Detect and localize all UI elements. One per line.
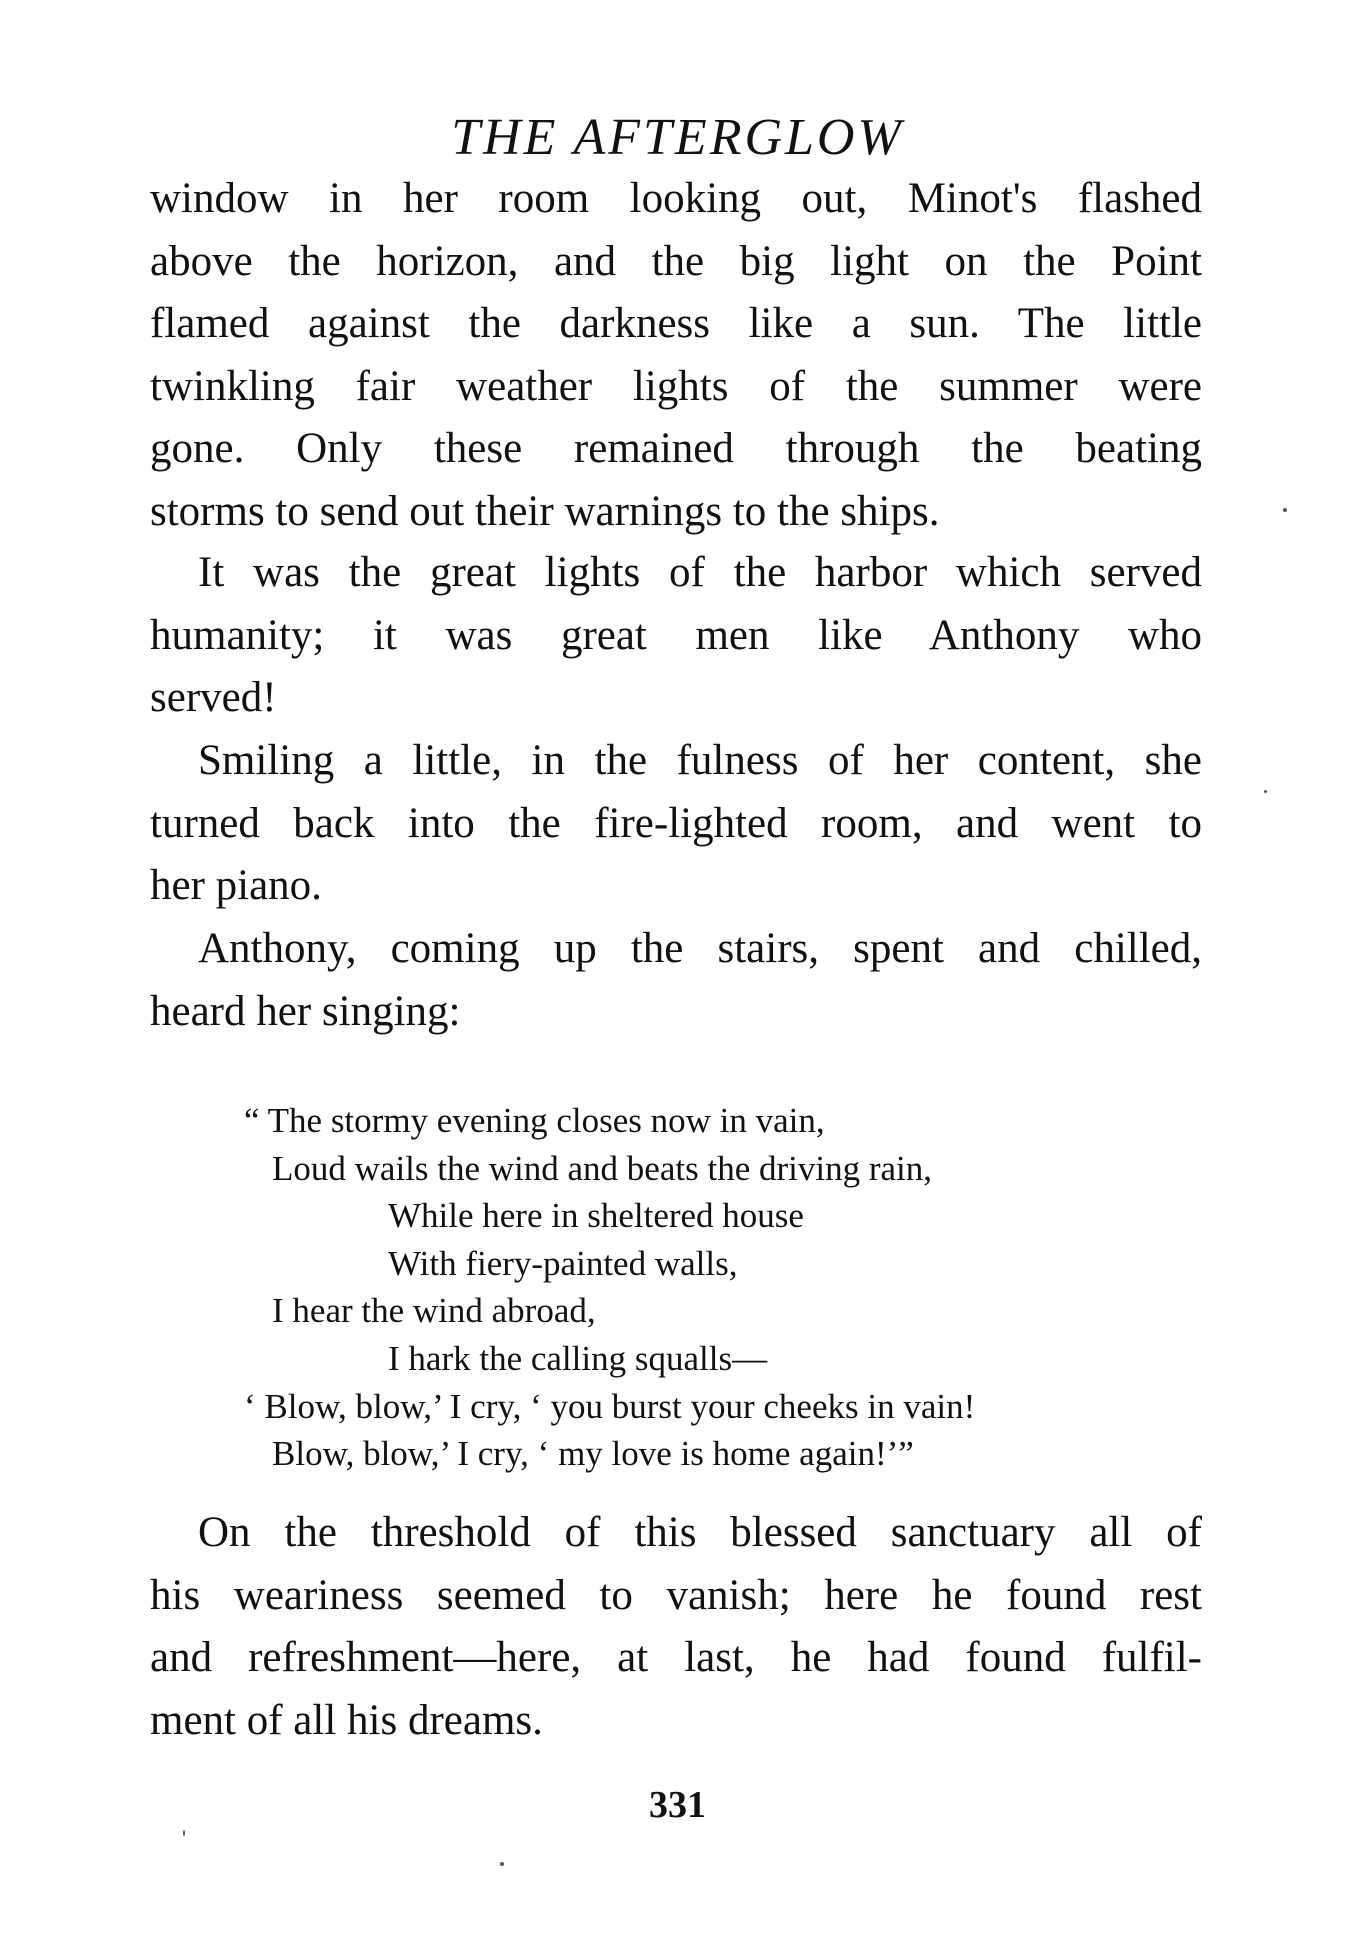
page-number: 331 bbox=[649, 1784, 706, 1826]
verse-line: While here in sheltered house bbox=[388, 1196, 804, 1236]
text-line: window in her room looking out, Minot's flashed bbox=[150, 175, 1202, 222]
scan-speck bbox=[500, 1862, 504, 1866]
text-line: gone. Only these remained through the beating bbox=[150, 425, 1202, 472]
text-line: her piano. bbox=[150, 862, 322, 909]
verse-line: Loud wails the wind and beats the driving rain, bbox=[272, 1148, 932, 1188]
song-verse bbox=[220, 1097, 1160, 1478]
paragraph bbox=[150, 730, 1202, 918]
scan-speck bbox=[183, 1830, 185, 1836]
text-line: served! bbox=[150, 674, 277, 721]
verse-line: “ The stormy evening closes now in vain, bbox=[244, 1101, 825, 1140]
paragraph bbox=[150, 918, 1202, 1043]
verse-line: Blow, blow,’ I cry, ‘ my love is home again!’” bbox=[272, 1434, 914, 1474]
text-line: It was the great lights of the harbor which served bbox=[198, 549, 1202, 596]
verse-line: With fiery-painted walls, bbox=[388, 1243, 738, 1283]
text-line: Anthony, coming up the stairs, spent and chilled, bbox=[198, 925, 1202, 972]
verse-line: ‘ Blow, blow,’ I cry, ‘ you burst your cheeks in vain! bbox=[244, 1386, 976, 1426]
text-line: and refreshment—here, at last, he had found fulfil- bbox=[150, 1634, 1202, 1681]
text-line: heard her singing: bbox=[150, 987, 461, 1035]
paragraph bbox=[150, 542, 1202, 730]
scan-speck bbox=[1283, 508, 1287, 512]
text-line: On the threshold of this blessed sanctuary all of bbox=[198, 1509, 1202, 1556]
running-head: THE AFTERGLOW bbox=[451, 109, 904, 166]
text-line: Smiling a little, in the fulness of her content, she bbox=[198, 737, 1202, 784]
text-line: ment of all his dreams. bbox=[150, 1696, 543, 1744]
text-line: flamed against the darkness like a sun. The little bbox=[150, 300, 1202, 347]
paragraph bbox=[150, 1502, 1202, 1752]
text-line: above the horizon, and the big light on the Point bbox=[150, 237, 1202, 285]
text-line: humanity; it was great men like Anthony who bbox=[150, 611, 1202, 659]
verse-line: I hark the calling squalls— bbox=[388, 1338, 768, 1378]
scan-speck bbox=[1264, 790, 1267, 793]
verse-line: I hear the wind abroad, bbox=[272, 1291, 596, 1331]
text-line: turned back into the fire-lighted room, and went to bbox=[150, 799, 1202, 847]
text-line: his weariness seemed to vanish; here he found rest bbox=[150, 1571, 1202, 1619]
text-line: twinkling fair weather lights of the summer were bbox=[150, 362, 1202, 410]
paragraph-continued bbox=[150, 168, 1202, 543]
text-line: storms to send out their warnings to the ships. bbox=[150, 487, 940, 535]
